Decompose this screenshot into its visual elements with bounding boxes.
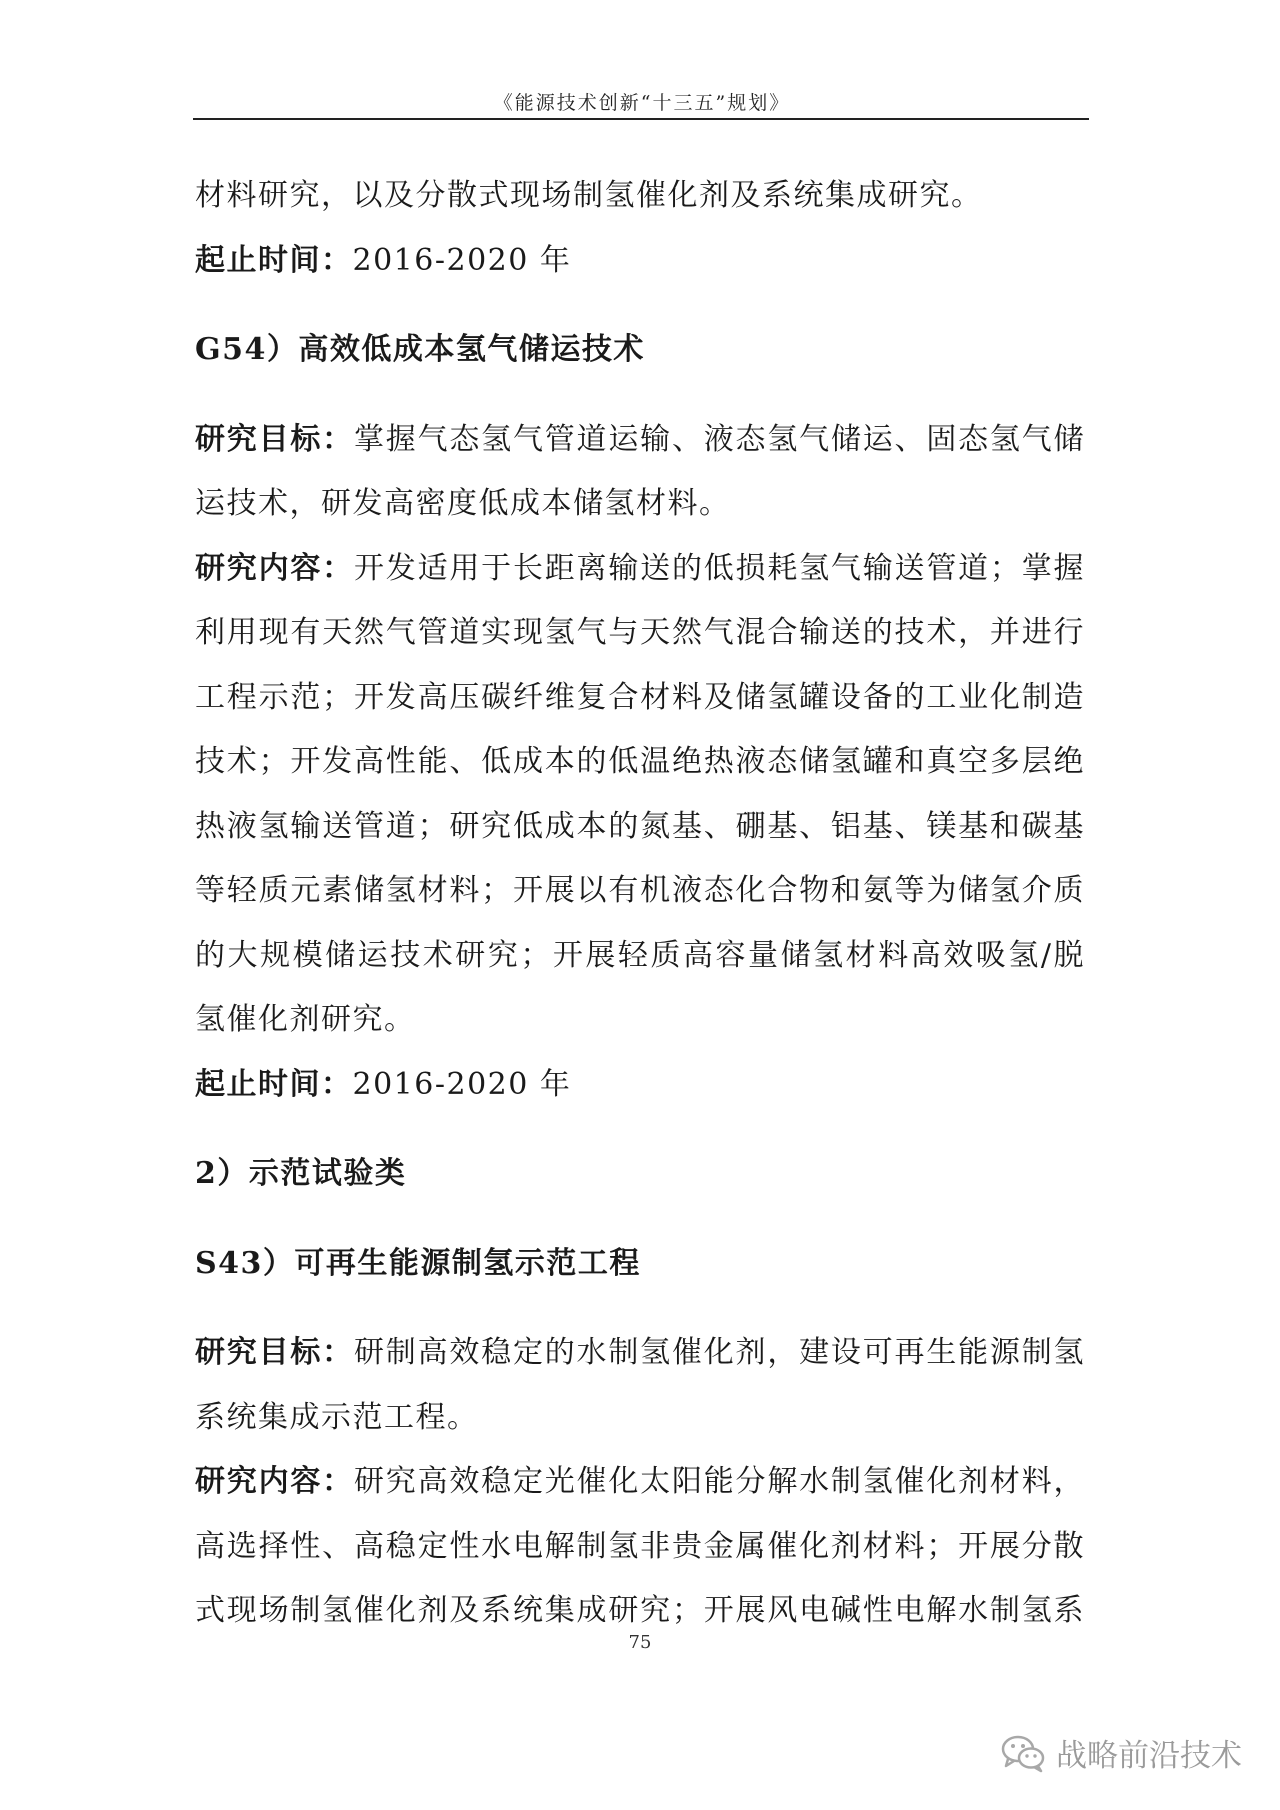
- text-line: [195, 988, 1085, 1053]
- body-text: [195, 164, 1085, 1644]
- text-line: [195, 1053, 1085, 1118]
- section-heading: [195, 318, 1085, 383]
- text-line: [195, 1321, 1085, 1386]
- watermark: [1000, 1730, 1242, 1775]
- line-text: 工程示范；开发高压碳纤维复合材料及储氢罐设备的工业化制造: [195, 679, 1085, 715]
- text-line: [195, 859, 1085, 924]
- text-line: [195, 1386, 1085, 1451]
- line-label: 研究目标：: [195, 421, 354, 457]
- line-text: 掌握气态氢气管道运输、液态氢气储运、固态氢气储: [353, 421, 1085, 457]
- line-text: 式现场制氢催化剂及系统集成研究；开展风电碱性电解水制氢系: [195, 1593, 1085, 1628]
- wechat-icon: [1000, 1733, 1046, 1773]
- section-heading: [195, 1142, 1085, 1207]
- text-line: [195, 164, 1085, 229]
- text-line: [195, 537, 1085, 602]
- header-rule: [193, 118, 1089, 120]
- heading-text: G54）高效低成本氢气储运技术: [195, 332, 645, 367]
- text-line: [195, 795, 1085, 860]
- text-line: [195, 730, 1085, 795]
- heading-text: S43）可再生能源制氢示范工程: [195, 1245, 641, 1281]
- line-text: 技术；开发高性能、低成本的低温绝热液态储氢罐和真空多层绝: [195, 744, 1085, 779]
- line-text: 等轻质元素储氢材料；开展以有机液态化合物和氨等为储氢介质: [195, 873, 1085, 908]
- line-label: 起止时间：: [195, 1066, 353, 1102]
- line-text: 系统集成示范工程。: [195, 1399, 479, 1435]
- text-line: [195, 601, 1085, 666]
- line-text: 2016-2020 年: [352, 242, 572, 278]
- line-label: 起止时间：: [195, 242, 353, 278]
- heading-text: 2）示范试验类: [195, 1156, 407, 1191]
- line-text: 研制高效稳定的水制氢催化剂，建设可再生能源制氢: [353, 1335, 1085, 1370]
- line-text: 热液氢输送管道；研究低成本的氮基、硼基、铝基、镁基和碳基: [195, 808, 1085, 844]
- text-line: [195, 408, 1085, 473]
- page-number: 75: [628, 1632, 652, 1653]
- line-text: 开发适用于长距离输送的低损耗氢气输送管道；掌握: [353, 550, 1085, 586]
- line-text: 氢催化剂研究。: [195, 1002, 416, 1037]
- text-line: [195, 1515, 1085, 1580]
- line-text: 运技术，研发高密度低成本储氢材料。: [195, 486, 731, 521]
- text-line: [195, 666, 1085, 731]
- line-text: 研究高效稳定光催化太阳能分解水制氢催化剂材料，: [353, 1464, 1085, 1499]
- line-text: 的大规模储运技术研究；开展轻质高容量储氢材料高效吸氢/脱: [195, 937, 1085, 973]
- line-label: 研究内容：: [195, 550, 354, 586]
- running-header: 《能源技术创新“十三五”规划》: [493, 92, 791, 114]
- line-label: 研究目标：: [195, 1335, 354, 1370]
- section-heading: [195, 1232, 1085, 1297]
- watermark-text: 战略前沿技术: [1056, 1738, 1242, 1774]
- line-text: 高选择性、高稳定性水电解制氢非贵金属催化剂材料；开展分散: [195, 1528, 1085, 1564]
- text-line: [195, 229, 1085, 294]
- text-line: [195, 924, 1085, 989]
- line-text: 利用现有天然气管道实现氢气与天然气混合输送的技术，并进行: [195, 615, 1085, 650]
- line-text: 2016-2020 年: [352, 1066, 572, 1102]
- text-line: [195, 472, 1085, 537]
- line-label: 研究内容：: [195, 1464, 354, 1499]
- text-line: [195, 1450, 1085, 1515]
- line-text: 材料研究，以及分散式现场制氢催化剂及系统集成研究。: [195, 178, 983, 213]
